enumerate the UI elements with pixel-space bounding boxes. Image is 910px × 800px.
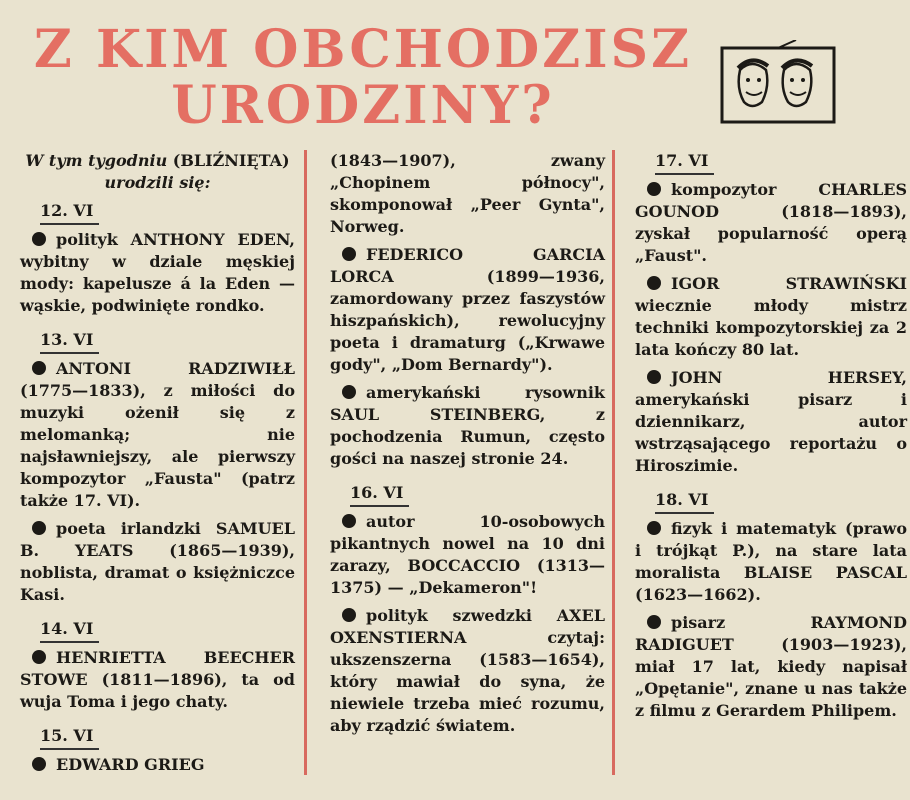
bullet-dot-icon [647,182,661,196]
title-line-2: URODZINY? [171,75,555,136]
bullet-dot-icon [647,276,661,290]
day-section [635,483,907,722]
entry [330,511,605,599]
bullet-dot-icon [342,514,356,528]
day-section [20,719,295,776]
entry-text: poeta irlandzki SAMUEL B. YEATS (1865—1939), noblista, dramat o księżniczce Kasi. [20,519,295,604]
page-title [18,19,708,136]
entry [635,612,907,722]
intro-part-3: urodzili się: [104,173,211,192]
title-line-1: Z KIM OBCHODZISZ [33,19,693,80]
bullet-dot-icon [342,385,356,399]
bullet-dot-icon [32,361,46,375]
entry-text: FEDERICO GARCIA LORCA (1899—1936, zamordowany przez faszystów hiszpańskich), rewolucyjny poeta i dramaturg („Krwawe gody", „Dom Bernardy"). [330,245,605,374]
date-heading: 14. VI [40,618,99,643]
date-heading: 12. VI [40,200,99,225]
entry [635,179,907,267]
entry [330,244,605,376]
entry [330,605,605,737]
entry [635,518,907,606]
entry-text: autor 10-osobowych pikantnych nowel na 10 dni zarazy, BOCCACCIO (1313—1375) — „Dekameron"! [330,512,605,597]
entry-text: EDWARD GRIEG [56,755,205,774]
day-section [635,150,907,477]
entry [635,273,907,361]
entry-text: polityk ANTHONY EDEN, wybitny w dziale męskiej mody: kapelusze á la Eden — wąskie, podwinięte rondko. [20,230,295,315]
entry-text: IGOR STRAWIŃSKI wiecznie młody mistrz techniki kompozytorskiej za 2 lata kończy 80 lat. [635,274,907,359]
date-heading: 16. VI [350,482,409,507]
bullet-dot-icon [342,247,356,261]
bullet-dot-icon [32,757,46,771]
entry-text: JOHN HERSEY, amerykański pisarz i dziennikarz, autor wstrząsającego reportażu o Hiroszimie. [635,368,907,475]
date-heading: 15. VI [40,725,99,750]
bullet-dot-icon [342,608,356,622]
day-section [20,612,295,713]
entry-text: pisarz RAYMOND RADIGUET (1903—1923), miał 17 lat, kiedy napisał „Opętanie", znane u nas także z filmu z Gerardem Philipem. [635,613,907,720]
entry-continuation: (1843—1907), zwany „Chopinem północy", skomponował „Peer Gynta", Norweg. [330,151,605,236]
intro-text [20,150,295,194]
entry-text: kompozytor CHARLES GOUNOD (1818—1893), zyskał popularność operą „Faust". [635,180,907,265]
date-heading: 18. VI [655,489,714,514]
entry [330,382,605,470]
bullet-dot-icon [647,615,661,629]
entry-text: fizyk i matematyk (prawo i trójkąt P.), na stare lata moralista BLAISE PASCAL (1623—1662). [635,519,907,604]
column-divider-2 [612,150,615,775]
intro-part-1: W tym tygodniu [25,151,168,170]
column-divider-1 [304,150,307,775]
bullet-dot-icon [32,232,46,246]
two-faces-icon [718,40,838,124]
column-1 [20,150,295,782]
entry [20,229,295,317]
entry-text: HENRIETTA BEECHER STOWE (1811—1896), ta od wuja Toma i jego chaty. [20,648,295,711]
day-section [20,323,295,606]
column-2 [330,150,605,743]
date-heading: 17. VI [655,150,714,175]
entry-text: ANTONI RADZIWIŁŁ (1775—1833), z miłości do muzyki ożenił się z melomanką; nie najsławniejszy, ale pierwszy kompozytor „Fausta" (patrz także 17. VI). [20,359,295,510]
bullet-dot-icon [647,521,661,535]
bullet-dot-icon [647,370,661,384]
entry [635,367,907,477]
entry [20,358,295,512]
entry [20,754,295,776]
day-section [20,194,295,317]
bullet-dot-icon [32,521,46,535]
intro-part-2: (BLIŹNIĘTA) [172,151,290,170]
column-3 [635,150,907,728]
entry-text: polityk szwedzki AXEL OXENSTIERNA czytaj: ukszenszerna (1583—1654), który mawiał do syna, że niewiele trzeba mieć rozumu, aby rządzić światem. [330,606,605,735]
date-heading: 13. VI [40,329,99,354]
entry-text: amerykański rysownik SAUL STEINBERG, z pochodzenia Rumun, często gości na naszej stronie 24. [330,383,605,468]
bullet-dot-icon [32,650,46,664]
entry [20,647,295,713]
entry [20,518,295,606]
